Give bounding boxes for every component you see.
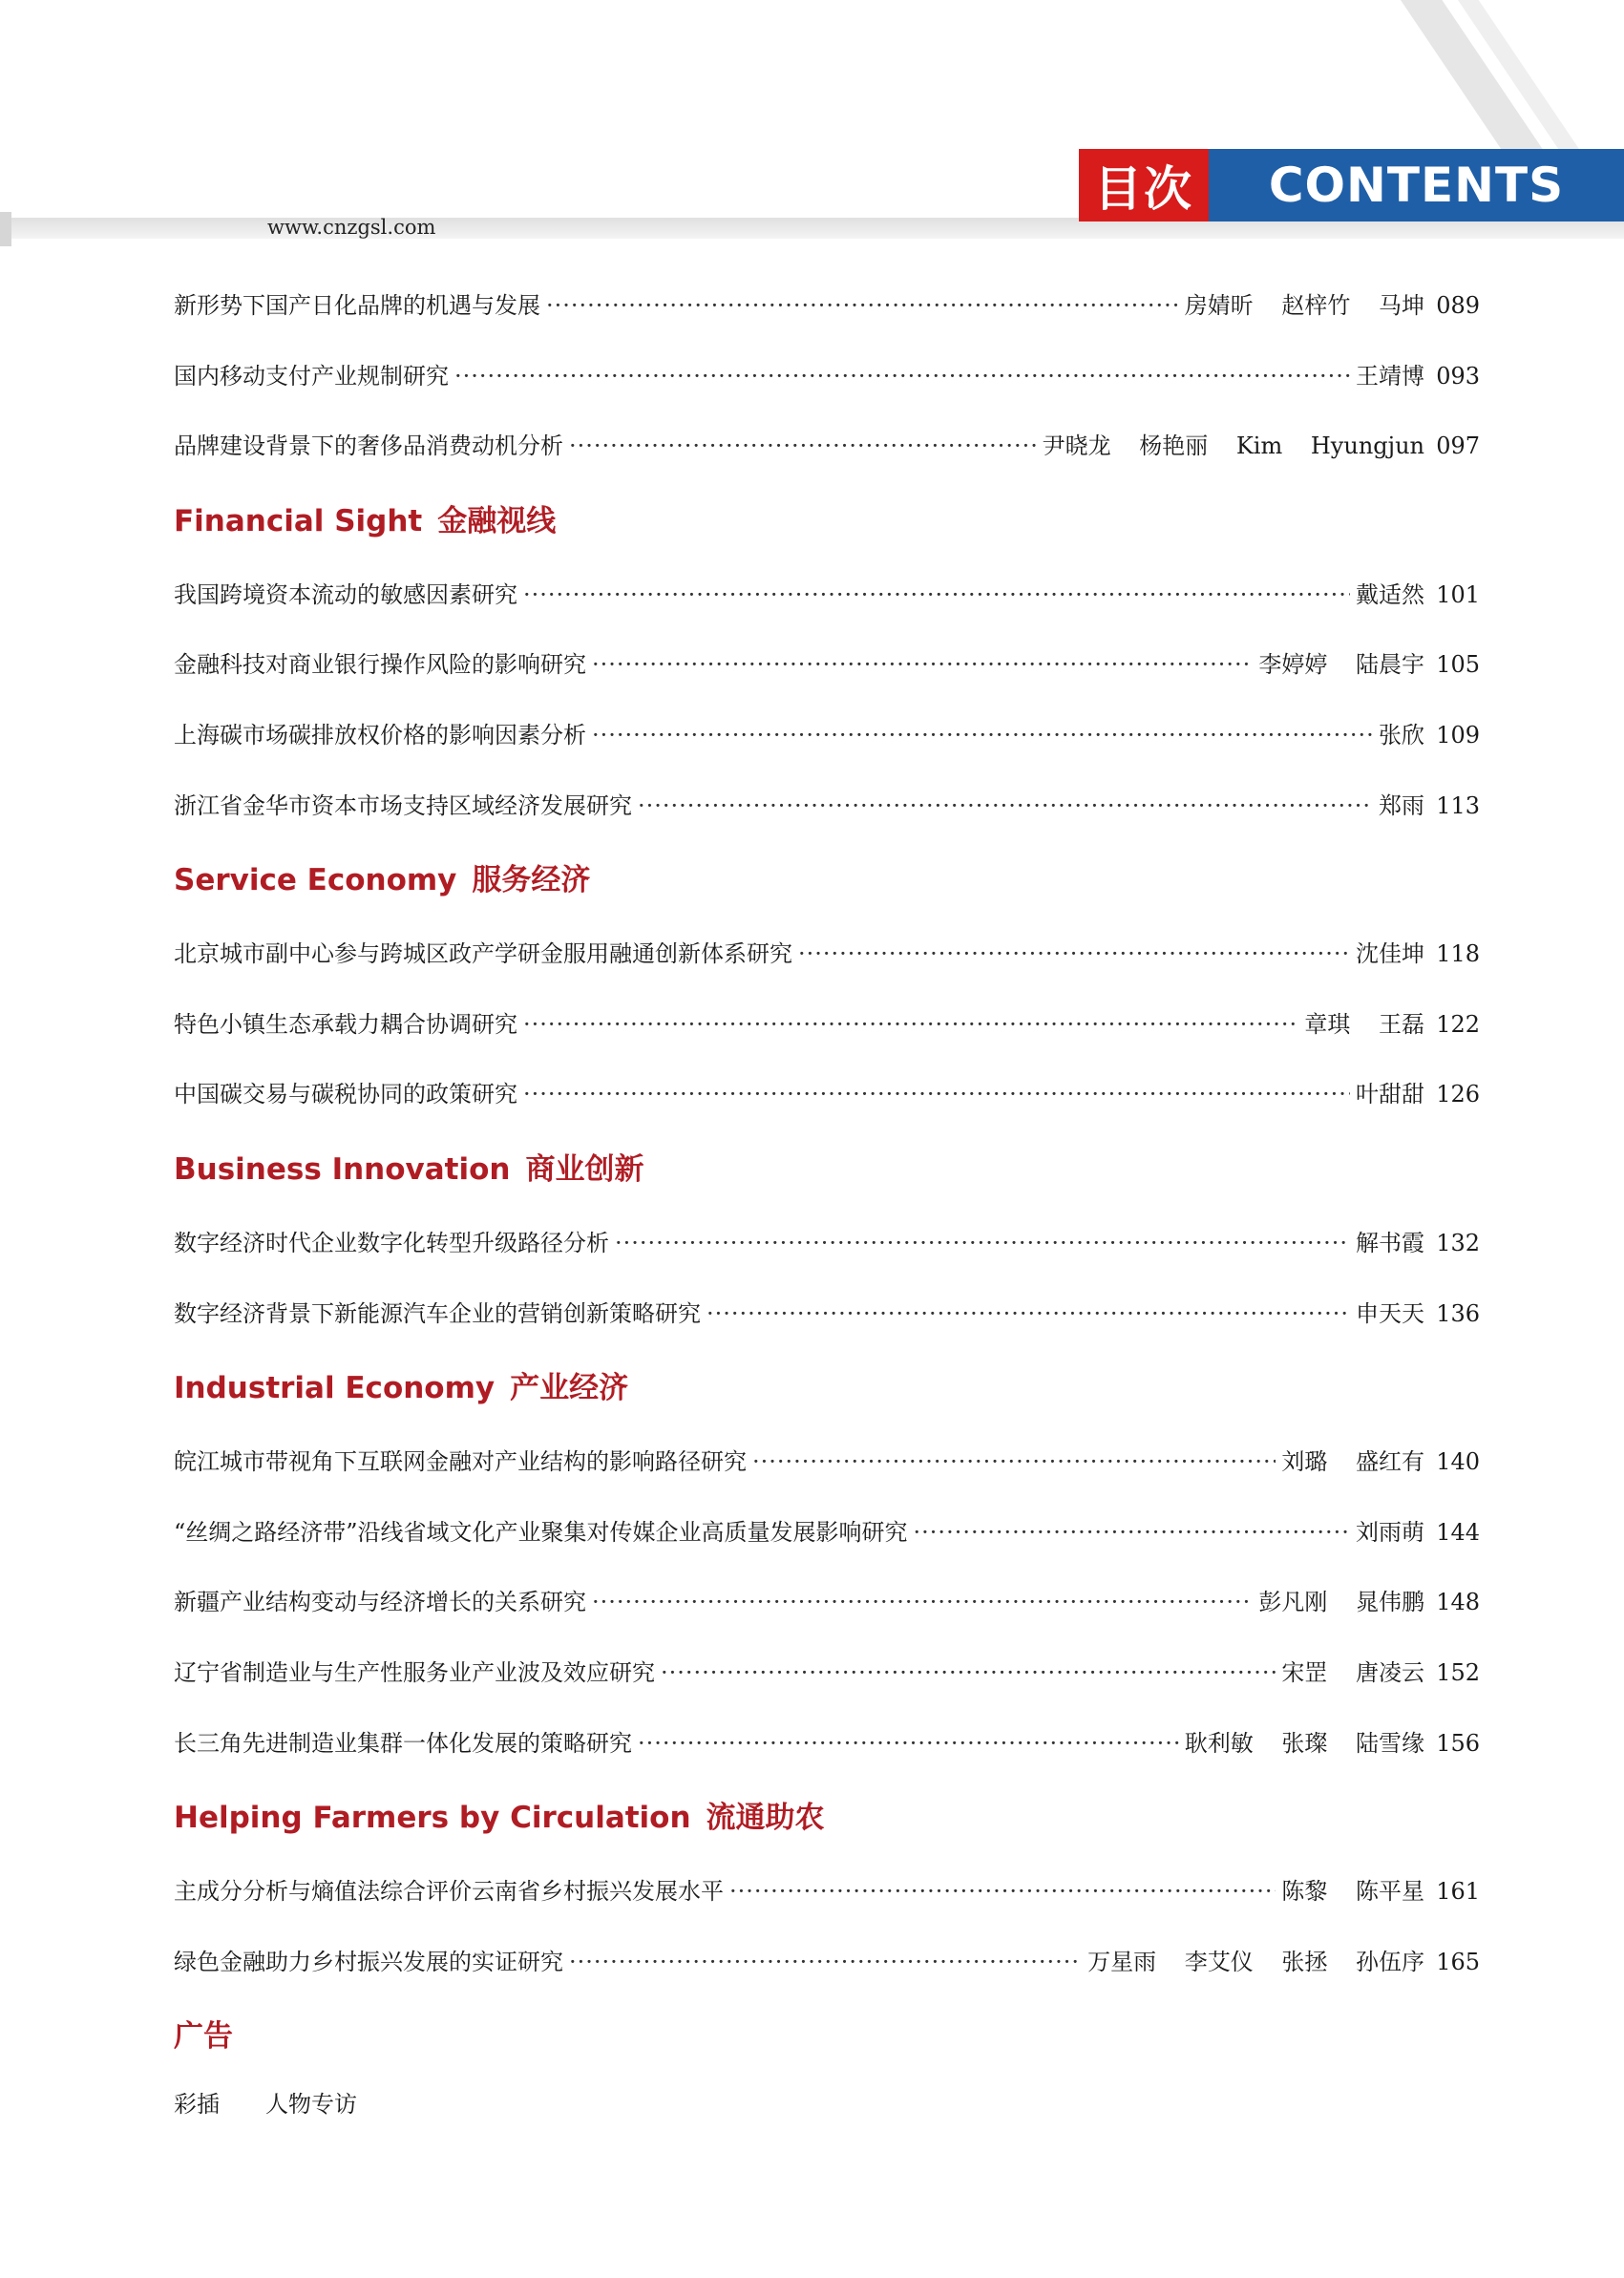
- leader-dots: [707, 1279, 1350, 1350]
- toc-group-0: [174, 271, 1480, 482]
- toc-entry[interactable]: [174, 1498, 1480, 1569]
- toc-entry[interactable]: [174, 1568, 1480, 1638]
- toc-entry[interactable]: [174, 1209, 1480, 1279]
- entry-authors: 戴适然: [1356, 580, 1424, 608]
- leader-dots: [523, 990, 1298, 1061]
- section-title-cn: 流通助农: [706, 1801, 825, 1836]
- entry-page: 118: [1436, 940, 1480, 968]
- entry-title: 数字经济背景下新能源汽车企业的营销创新策略研究: [174, 1299, 701, 1327]
- entry-page: 101: [1436, 580, 1480, 608]
- section-title-en: Business Innovation: [174, 1151, 511, 1187]
- leader-dots: [569, 1928, 1082, 1998]
- toc-entry[interactable]: [174, 1427, 1480, 1498]
- leader-dots: [729, 1857, 1276, 1928]
- entry-page: 126: [1436, 1081, 1480, 1108]
- toc-entry[interactable]: [174, 560, 1480, 631]
- entry-page: 132: [1436, 1229, 1480, 1256]
- entry-title: 皖江城市带视角下互联网金融对产业结构的影响路径研究: [174, 1448, 747, 1476]
- contents-title-en: CONTENTS: [1209, 149, 1624, 221]
- entry-authors: 沈佳坤: [1356, 940, 1424, 968]
- entry-page: 148: [1436, 1589, 1480, 1616]
- leader-dots: [523, 560, 1350, 631]
- entry-authors: 解书霞: [1356, 1229, 1424, 1256]
- entry-title: 浙江省金华市资本市场支持区域经济发展研究: [174, 791, 632, 819]
- entry-page: 105: [1436, 651, 1480, 679]
- entry-authors: 章琪 王磊: [1304, 1010, 1424, 1038]
- contents-title: [1079, 149, 1624, 221]
- leader-dots: [454, 342, 1350, 412]
- entry-authors: 刘雨萌: [1356, 1518, 1424, 1546]
- leader-dots: [523, 1060, 1350, 1130]
- toc-entry[interactable]: [174, 271, 1480, 342]
- entry-title: 数字经济时代企业数字化转型升级路径分析: [174, 1229, 609, 1256]
- section-heading: [174, 841, 1480, 919]
- entry-authors: 张欣: [1379, 721, 1424, 749]
- entry-title: 主成分分析与熵值法综合评价云南省乡村振兴发展水平: [174, 1878, 724, 1906]
- toc-entry[interactable]: [174, 630, 1480, 701]
- entry-authors: 万星雨 李艾仪 张拯 孙伍序: [1087, 1948, 1424, 1975]
- entry-page: 093: [1436, 362, 1480, 390]
- section-heading: [174, 1779, 1480, 1857]
- entry-page: 156: [1436, 1729, 1480, 1757]
- entry-page: 144: [1436, 1518, 1480, 1546]
- entry-title: 新形势下国产日化品牌的机遇与发展: [174, 292, 540, 319]
- section-heading-ads: [174, 1997, 1480, 2076]
- leader-dots: [546, 271, 1179, 342]
- entry-authors: 刘璐 盛红有: [1281, 1448, 1424, 1476]
- entry-authors: 尹晓龙 杨艳丽 Kim Hyungjun: [1042, 432, 1424, 460]
- toc-group-financial-sight: [174, 482, 1480, 841]
- entry-title: 辽宁省制造业与生产性服务业产业波及效应研究: [174, 1658, 655, 1686]
- site-url[interactable]: www.cnzgsl.com: [267, 216, 436, 239]
- entry-page: 097: [1436, 432, 1480, 460]
- entry-title: 长三角先进制造业集群一体化发展的策略研究: [174, 1729, 632, 1757]
- entry-page: 113: [1436, 791, 1480, 819]
- entry-authors: 郑雨: [1379, 791, 1424, 819]
- leader-dots: [638, 771, 1373, 842]
- section-title-cn: 产业经济: [510, 1371, 629, 1406]
- entry-authors: 李婷婷 陆晨宇: [1258, 651, 1424, 679]
- entry-authors: 叶甜甜: [1356, 1081, 1424, 1108]
- toc-entry[interactable]: [174, 1857, 1480, 1928]
- toc-group-ads: [174, 1997, 1480, 2133]
- leader-dots: [914, 1498, 1350, 1569]
- section-heading: [174, 482, 1480, 560]
- entry-page: 089: [1436, 292, 1480, 319]
- header-band-edge: [0, 212, 11, 246]
- section-title-cn: 广告: [174, 2019, 233, 2055]
- section-title-cn: 服务经济: [472, 863, 591, 898]
- entry-authors: 申天天: [1356, 1299, 1424, 1327]
- entry-title: 我国跨境资本流动的敏感因素研究: [174, 580, 517, 608]
- leader-dots: [592, 701, 1373, 771]
- entry-page: 122: [1436, 1010, 1480, 1038]
- section-heading: [174, 1130, 1480, 1209]
- entry-page: 165: [1436, 1948, 1480, 1975]
- toc-entry[interactable]: [174, 411, 1480, 482]
- ad-item[interactable]: 人物专访: [265, 2091, 357, 2119]
- toc-entry[interactable]: [174, 1709, 1480, 1780]
- section-title-cn: 商业创新: [525, 1151, 644, 1187]
- entry-title: 中国碳交易与碳税协同的政策研究: [174, 1081, 517, 1108]
- entry-authors: 耿利敏 张璨 陆雪缘: [1184, 1729, 1424, 1757]
- section-heading: [174, 1349, 1480, 1427]
- section-title-en: Financial Sight: [174, 503, 423, 538]
- entry-authors: 宋罡 唐凌云: [1281, 1658, 1424, 1686]
- entry-authors: 陈黎 陈平星: [1281, 1878, 1424, 1906]
- entry-title: 特色小镇生态承载力耦合协调研究: [174, 1010, 517, 1038]
- ad-item[interactable]: 彩插: [174, 2091, 220, 2119]
- leader-dots: [592, 1568, 1253, 1638]
- entry-page: 152: [1436, 1658, 1480, 1686]
- entry-title: 金融科技对商业银行操作风险的影响研究: [174, 651, 586, 679]
- ads-line: [174, 2076, 1480, 2133]
- entry-page: 136: [1436, 1299, 1480, 1327]
- toc-group-helping-farmers: [174, 1779, 1480, 1997]
- toc-entry[interactable]: [174, 1060, 1480, 1130]
- contents-title-cn: 目次: [1079, 149, 1209, 221]
- section-title-en: Helping Farmers by Circulation: [174, 1801, 691, 1836]
- toc-entry[interactable]: [174, 1638, 1480, 1709]
- toc-entry[interactable]: [174, 771, 1480, 842]
- entry-title: 上海碳市场碳排放权价格的影响因素分析: [174, 721, 586, 749]
- entry-page: 109: [1436, 721, 1480, 749]
- toc-entry[interactable]: [174, 1928, 1480, 1998]
- toc-group-service-economy: [174, 841, 1480, 1130]
- toc-group-business-innovation: [174, 1130, 1480, 1349]
- entry-title: 新疆产业结构变动与经济增长的关系研究: [174, 1589, 586, 1616]
- toc-entry[interactable]: [174, 1279, 1480, 1350]
- entry-title: 绿色金融助力乡村振兴发展的实证研究: [174, 1948, 563, 1975]
- entry-title: 国内移动支付产业规制研究: [174, 362, 449, 390]
- entry-title: “丝绸之路经济带”沿线省域文化产业聚集对传媒企业高质量发展影响研究: [174, 1518, 908, 1546]
- entry-page: 161: [1436, 1878, 1480, 1906]
- entry-title: 北京城市副中心参与跨城区政产学研金服用融通创新体系研究: [174, 940, 792, 968]
- table-of-contents: [174, 271, 1480, 2133]
- entry-authors: 彭凡刚 晁伟鹏: [1258, 1589, 1424, 1616]
- entry-title: 品牌建设背景下的奢侈品消费动机分析: [174, 432, 563, 460]
- leader-dots: [752, 1427, 1276, 1498]
- toc-entry[interactable]: [174, 342, 1480, 412]
- entry-page: 140: [1436, 1448, 1480, 1476]
- section-title-cn: 金融视线: [437, 503, 557, 538]
- leader-dots: [798, 919, 1350, 990]
- leader-dots: [615, 1209, 1350, 1279]
- section-title-en: Industrial Economy: [174, 1371, 496, 1406]
- toc-group-industrial-economy: [174, 1349, 1480, 1779]
- leader-dots: [592, 630, 1253, 701]
- entry-authors: 王靖博: [1356, 362, 1424, 390]
- toc-entry[interactable]: [174, 919, 1480, 990]
- leader-dots: [638, 1709, 1179, 1780]
- toc-entry[interactable]: [174, 990, 1480, 1061]
- entry-authors: 房婧昕 赵梓竹 马坤: [1184, 292, 1424, 319]
- leader-dots: [661, 1638, 1276, 1709]
- leader-dots: [569, 411, 1037, 482]
- toc-entry[interactable]: [174, 701, 1480, 771]
- section-title-en: Service Economy: [174, 863, 457, 898]
